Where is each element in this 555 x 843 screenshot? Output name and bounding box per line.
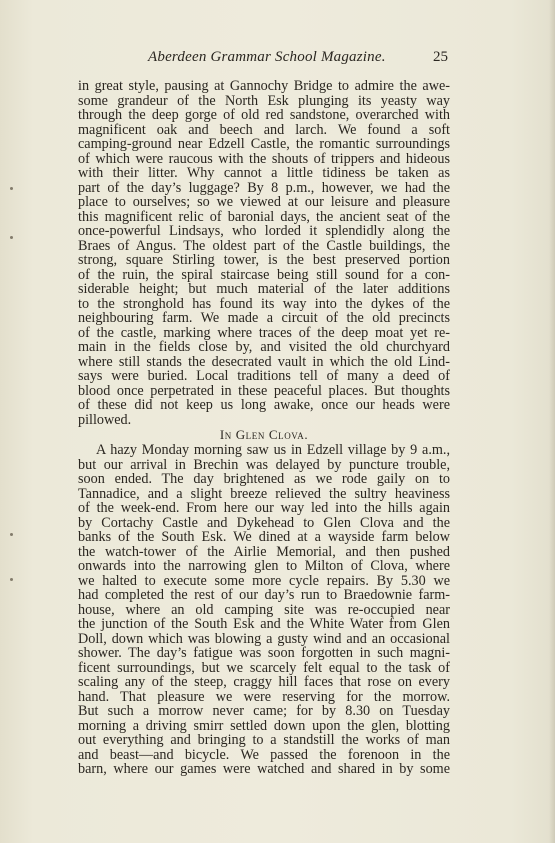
text-line: in great style, pausing at Gannochy Bridge to admire the awe- bbox=[78, 78, 450, 94]
text-line: but our arrival in Brechin was delayed by puncture trouble, bbox=[78, 456, 450, 473]
text-line: Doll, down which was blowing a gusty wind and an occasional bbox=[78, 630, 450, 647]
text-line: of the castle, marking where traces of the deep moat yet re- bbox=[78, 324, 450, 341]
text-line: main in the fields close by, and visited the old churchyard bbox=[78, 339, 450, 355]
text-line: But such a morrow never came; for by 8.30 on Tuesday bbox=[78, 703, 450, 719]
text-line: shower. The day’s fatigue was soon forgotten in such magni- bbox=[78, 645, 450, 661]
text-line: this magnificent relic of baronial days, the ancient seat of the bbox=[78, 208, 450, 225]
text-line: with their litter. Why cannot a little tidiness be taken as bbox=[78, 165, 450, 181]
page-header bbox=[78, 49, 452, 69]
text-line: the junction of the South Esk and the White Water from Glen bbox=[78, 616, 450, 632]
page-edge-shadow bbox=[549, 0, 555, 843]
text-line: blood once perpetrated in these peaceful places. But thoughts bbox=[78, 382, 450, 399]
text-line: the watch-tower of the Airlie Memorial, and then pushed bbox=[78, 543, 450, 560]
text-line: part of the day’s luggage? By 8 p.m., however, we had the bbox=[78, 179, 450, 196]
text-line: siderable height; but much material of the later additions bbox=[78, 281, 450, 297]
margin-speck bbox=[10, 187, 13, 190]
text-line: scaling any of the steep, craggy hill faces that rose on every bbox=[78, 674, 450, 690]
text-line: to the stronghold has found its way into the dykes of the bbox=[78, 295, 450, 312]
text-line: out everything and bringing to a standstill the works of man bbox=[78, 732, 450, 748]
text-line: says were buried. Local traditions tell of many a deed of bbox=[78, 368, 450, 384]
text-line: onwards into the narrowing glen to Milton of Clova, where bbox=[78, 558, 450, 574]
text-line: of these did not keep us long awake, once our heads were bbox=[78, 397, 450, 413]
page-number: 25 bbox=[433, 49, 448, 65]
text-line: ficent surroundings, but we scarcely felt equal to the task of bbox=[78, 659, 450, 676]
text-line: place to ourselves; so we viewed at our leisure and pleasure bbox=[78, 194, 450, 210]
article-body bbox=[78, 79, 450, 777]
text-line: banks of the South Esk. We dined at a wayside farm below bbox=[78, 529, 450, 545]
text-line: camping-ground near Edzell Castle, the romantic surroundings bbox=[78, 136, 450, 152]
text-line: of which were raucous with the shouts of trippers and hideous bbox=[78, 150, 450, 167]
text-line: A hazy Monday morning saw us in Edzell village by 9 a.m., bbox=[96, 442, 450, 458]
paragraph-glen-clova bbox=[78, 443, 450, 777]
paragraph-castle bbox=[78, 79, 450, 427]
text-line: neighbouring farm. We made a circuit of the old precincts bbox=[78, 310, 450, 326]
text-line: through the deep gorge of old red sandstone, overarched with bbox=[78, 107, 450, 123]
text-line: soon ended. The day brightened as we rode gaily on to bbox=[78, 471, 450, 487]
text-line: Tannadice, and a slight breeze relieved the sultry heaviness bbox=[78, 485, 450, 502]
margin-speck bbox=[10, 236, 13, 239]
margin-speck bbox=[10, 578, 13, 581]
text-line: some grandeur of the North Esk plunging its yeasty way bbox=[78, 92, 450, 109]
text-line: we halted to execute some more cycle repairs. By 5.30 we bbox=[78, 572, 450, 589]
running-title: Aberdeen Grammar School Magazine. bbox=[148, 49, 386, 65]
text-line: by Cortachy Castle and Dykehead to Glen Clova and the bbox=[78, 514, 450, 531]
text-line: strong, square Stirling tower, is the best preserved portion bbox=[78, 252, 450, 268]
text-line: house, where an old camping site was re-occupied near bbox=[78, 601, 450, 618]
text-line: pillowed. bbox=[78, 411, 132, 428]
text-line: morning a driving smirr settled down upon the glen, blotting bbox=[78, 717, 450, 734]
text-line: where still stands the desecrated vault in which the old Lind- bbox=[78, 353, 450, 370]
text-line: once-powerful Lindsays, who lorded it splendidly along the bbox=[78, 223, 450, 239]
text-line: and beast—and bicycle. We passed the forenoon in the bbox=[78, 746, 450, 763]
text-line: Braes of Angus. The oldest part of the Castle buildings, the bbox=[78, 237, 450, 254]
section-heading: In Glen Clova. bbox=[219, 427, 309, 442]
text-line: of the ruin, the spiral staircase being still sound for a con- bbox=[78, 266, 450, 283]
text-line: magnificent oak and beech and larch. We found a soft bbox=[78, 121, 450, 138]
margin-speck bbox=[10, 533, 13, 536]
text-line: had completed the rest of our day’s run to Braedownie farm- bbox=[78, 587, 450, 603]
text-line: barn, where our games were watched and shared in by some bbox=[78, 761, 450, 777]
text-line: hand. That pleasure we were reserving for the morrow. bbox=[78, 688, 450, 705]
text-line: of the week-end. From here our way led into the hills again bbox=[78, 500, 450, 516]
